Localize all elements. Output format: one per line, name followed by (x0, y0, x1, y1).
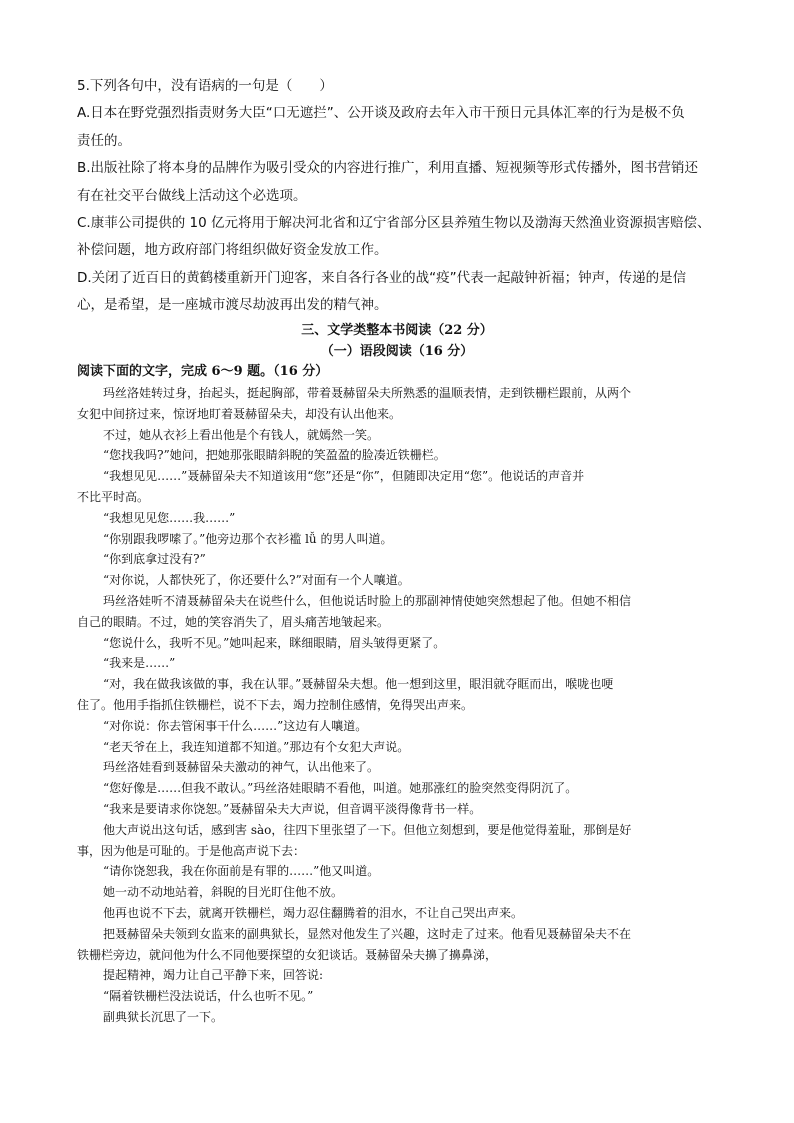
question-5 (77, 73, 717, 320)
passage-line: “老天爷在上，我连知道都不知道。”那边有个女犯大声说。 (103, 739, 410, 754)
passage-line: 他大声说出这句话，感到害 sào，往四下里张望了一下。但他立刻想到，要是他觉得羞耻，那倒是好 (103, 822, 632, 837)
option-c-line-1: C.康菲公司提供的 10 亿元将用于解决河北省和辽宁省部分区县养殖生物以及渤海天然渔业资源损害赔偿、 (77, 215, 711, 232)
passage-line: 玛丝洛娃听不清聂赫留朵夫在说些什么，但他说话时脸上的那副神情使她突然想起了他。但她不相信 (103, 593, 632, 608)
passage-line: “我来是……” (103, 656, 176, 671)
option-a-line-1: A.日本在野党强烈指责财务大臣“口无遮拦”、公开谈及政府去年入市干预日元具体汇率的行为是极不负 (77, 105, 685, 122)
passage-line: “对你说，人都快死了，你还要什么?”对面有一个人嚷道。 (103, 573, 410, 588)
question-5-stem: 5.下列各句中，没有语病的一句是（ ） (77, 78, 333, 94)
passage-line: “我想见见……”聂赫留朵夫不知道该用“您”还是“你”，但随即决定用“您”。他说话的声音并 (103, 469, 585, 484)
passage-line: 不比平时高。 (77, 489, 150, 504)
passage-line: “您好像是……但我不敢认。”玛丝洛娃眼睛不看他，叫道。她那涨红的脸突然变得阴沉了。 (103, 781, 578, 796)
passage-line: 女犯中间挤过来，惊讶地盯着聂赫留朵夫，却没有认出他来。 (77, 406, 402, 421)
passage-line: 玛丝洛娃看到聂赫留朵夫激动的神气，认出他来了。 (103, 760, 380, 775)
reading-instruction: 阅读下面的文字，完成 6～9 题。（16 分） (77, 364, 329, 379)
option-d-line-1: D.关闭了近百日的黄鹤楼重新开门迎客，来自各行各业的战“疫”代表一起敲钟祈福；钟声，传递的是信 (77, 269, 687, 286)
passage-line: “对，我在做我该做的事，我在认罪。”聂赫留朵夫想。他一想到这里，眼泪就夺眶而出，喉咙也哽 (103, 677, 614, 692)
passage-line: 把聂赫留朵夫领到女监来的副典狱长，显然对他发生了兴趣，这时走了过来。他看见聂赫留朵夫不在 (103, 926, 632, 941)
option-c-line-2: 补偿问题，地方政府部门将组织做好资金发放工作。 (77, 242, 388, 259)
passage-line: 不过，她从衣衫上看出他是个有钱人，就嫣然一笑。 (103, 427, 380, 442)
passage-line: “您找我吗?”她问，把她那张眼睛斜睨的笑盈盈的脸凑近铁栅栏。 (103, 448, 446, 463)
subsection-title: （一）语段阅读（16 分） (320, 344, 474, 359)
option-b-line-1: B.出版社除了将本身的品牌作为吸引受众的内容进行推广，利用直播、短视频等形式传播外，图书营销还 (77, 160, 699, 177)
passage-line: “你到底拿过没有?” (103, 552, 206, 567)
section-title: 三、文学类整本书阅读（22 分） (301, 323, 493, 338)
passage-line: 住了。他用手指抓住铁栅栏，说不下去，竭力控制住感情，免得哭出声来。 (77, 697, 474, 712)
passage-line: “请你饶恕我，我在你面前是有罪的……”他又叫道。 (103, 864, 380, 879)
passage-line: “隔着铁栅栏没法说话，什么也听不见。” (103, 989, 314, 1004)
passage-line: “你别跟我啰嗦了。”他旁边那个衣衫褴 lǚ 的男人叫道。 (103, 531, 393, 546)
passage-line: 事，因为他是可耻的。于是他高声说下去： (77, 843, 306, 858)
passage-line: “对你说：你去管闲事干什么……”这边有人嚷道。 (103, 718, 368, 733)
option-a-line-2: 责任的。 (77, 132, 131, 149)
passage-line: 玛丝洛娃转过身，抬起头，挺起胸部，带着聂赫留朵夫所熟悉的温顺表情，走到铁栅栏跟前，从两个 (103, 386, 632, 400)
option-d-line-2: 心，是希望，是一座城市渡尽劫波再出发的精气神。 (77, 297, 388, 314)
passage-line: 自己的眼睛。不过，她的笑容消失了，眉头痛苦地皱起来。 (77, 614, 390, 629)
passage-line: “您说什么，我听不见。”她叫起来，眯细眼睛，眉头皱得更紧了。 (103, 635, 446, 650)
passage-line: “我想见见您……我……” (103, 510, 236, 525)
passage-line: 他再也说不下去，就离开铁栅栏，竭力忍住翻腾着的泪水，不让自己哭出声来。 (103, 905, 524, 920)
passage-line: 副典狱长沉思了一下。 (103, 1009, 224, 1024)
passage-line: “我来是要请求你饶恕。”聂赫留朵夫大声说，但音调平淡得像背书一样。 (103, 801, 482, 816)
option-b-line-2: 有在社交平台做线上活动这个必选项。 (77, 187, 307, 204)
reading-passage (77, 383, 717, 1028)
passage-line: 提起精神，竭力让自己平静下来，回答说: (103, 968, 324, 983)
passage-line: 铁栅栏旁边，就问他为什么不同他要探望的女犯谈话。聂赫留朵夫擤了擤鼻涕， (77, 947, 498, 962)
passage-line: 她一动不动地站着，斜睨的目光盯住他不放。 (103, 885, 344, 900)
